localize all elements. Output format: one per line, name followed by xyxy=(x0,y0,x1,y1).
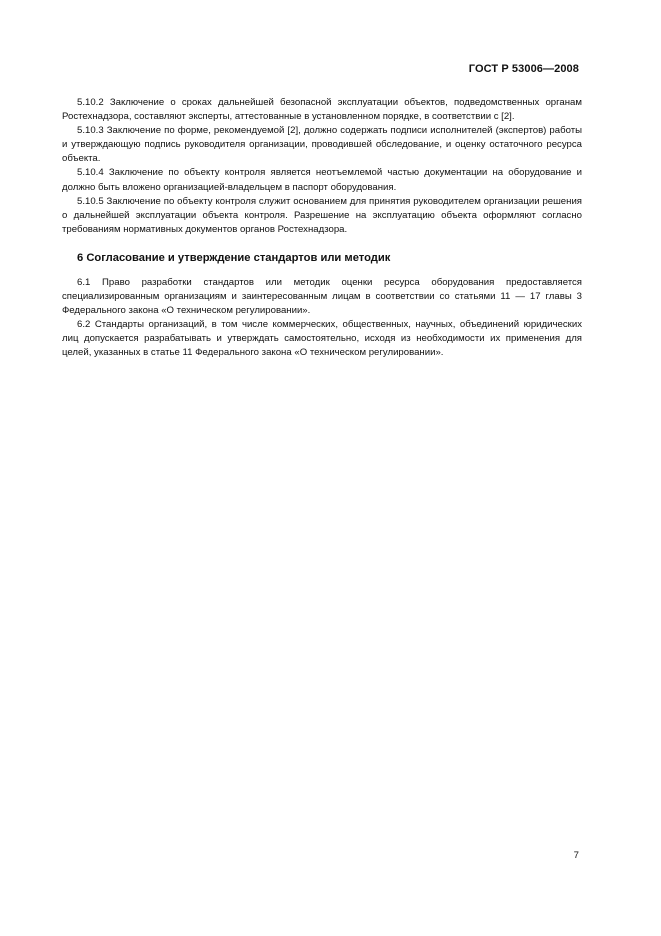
clause-5-10-5: 5.10.5 Заключение по объекту контроля служит основанием для принятия руководителем организации решения о дальнейшей эксплуатации объекта контроля. Разрешение на эксплуатацию объекта оформляют согласно требованиям нормативных документов органов Ростехнадзора. xyxy=(62,195,582,235)
clause-6-2: 6.2 Стандарты организаций, в том числе коммерческих, общественных, научных, объединений юридических лиц допускается разрабатывать и утверждать самостоятельно, исходя из необходимости их применения для целей, указанных в статье 11 Федерального закона «О техническом регулировании». xyxy=(62,319,582,359)
clause-5-10-3: 5.10.3 Заключение по форме, рекомендуемой [2], должно содержать подписи исполнителей (экспертов) работы и утверждающую подпись руководителя организации, проводившей обследование, и оценку остаточного ресурса объекта. xyxy=(62,125,582,165)
page-body xyxy=(62,96,582,361)
clause-5-10-2: 5.10.2 Заключение о сроках дальнейшей безопасной эксплуатации объектов, подведомственных органам Ростехнадзора, составляют эксперты, аттестованные в установленном порядке, в соответствии с [2]. xyxy=(62,97,582,123)
page-number: 7 xyxy=(573,850,579,861)
clause-6-1: 6.1 Право разработки стандартов или методик оценки ресурса оборудования предоставляется специализированным организациям и заинтересованным лицам в соответствии со статьями 11 — 17 главы 3 Федерального закона «О техническом регулировании». xyxy=(62,276,582,317)
section-6-heading: 6 Согласование и утверждение стандартов или методик xyxy=(77,251,391,264)
document-code-header: ГОСТ Р 53006—2008 xyxy=(468,63,579,75)
clause-5-10-4: 5.10.4 Заключение по объекту контроля является неотъемлемой частью документации на оборудование и должно быть вложено организацией-владельцем в паспорт оборудования. xyxy=(62,167,582,193)
